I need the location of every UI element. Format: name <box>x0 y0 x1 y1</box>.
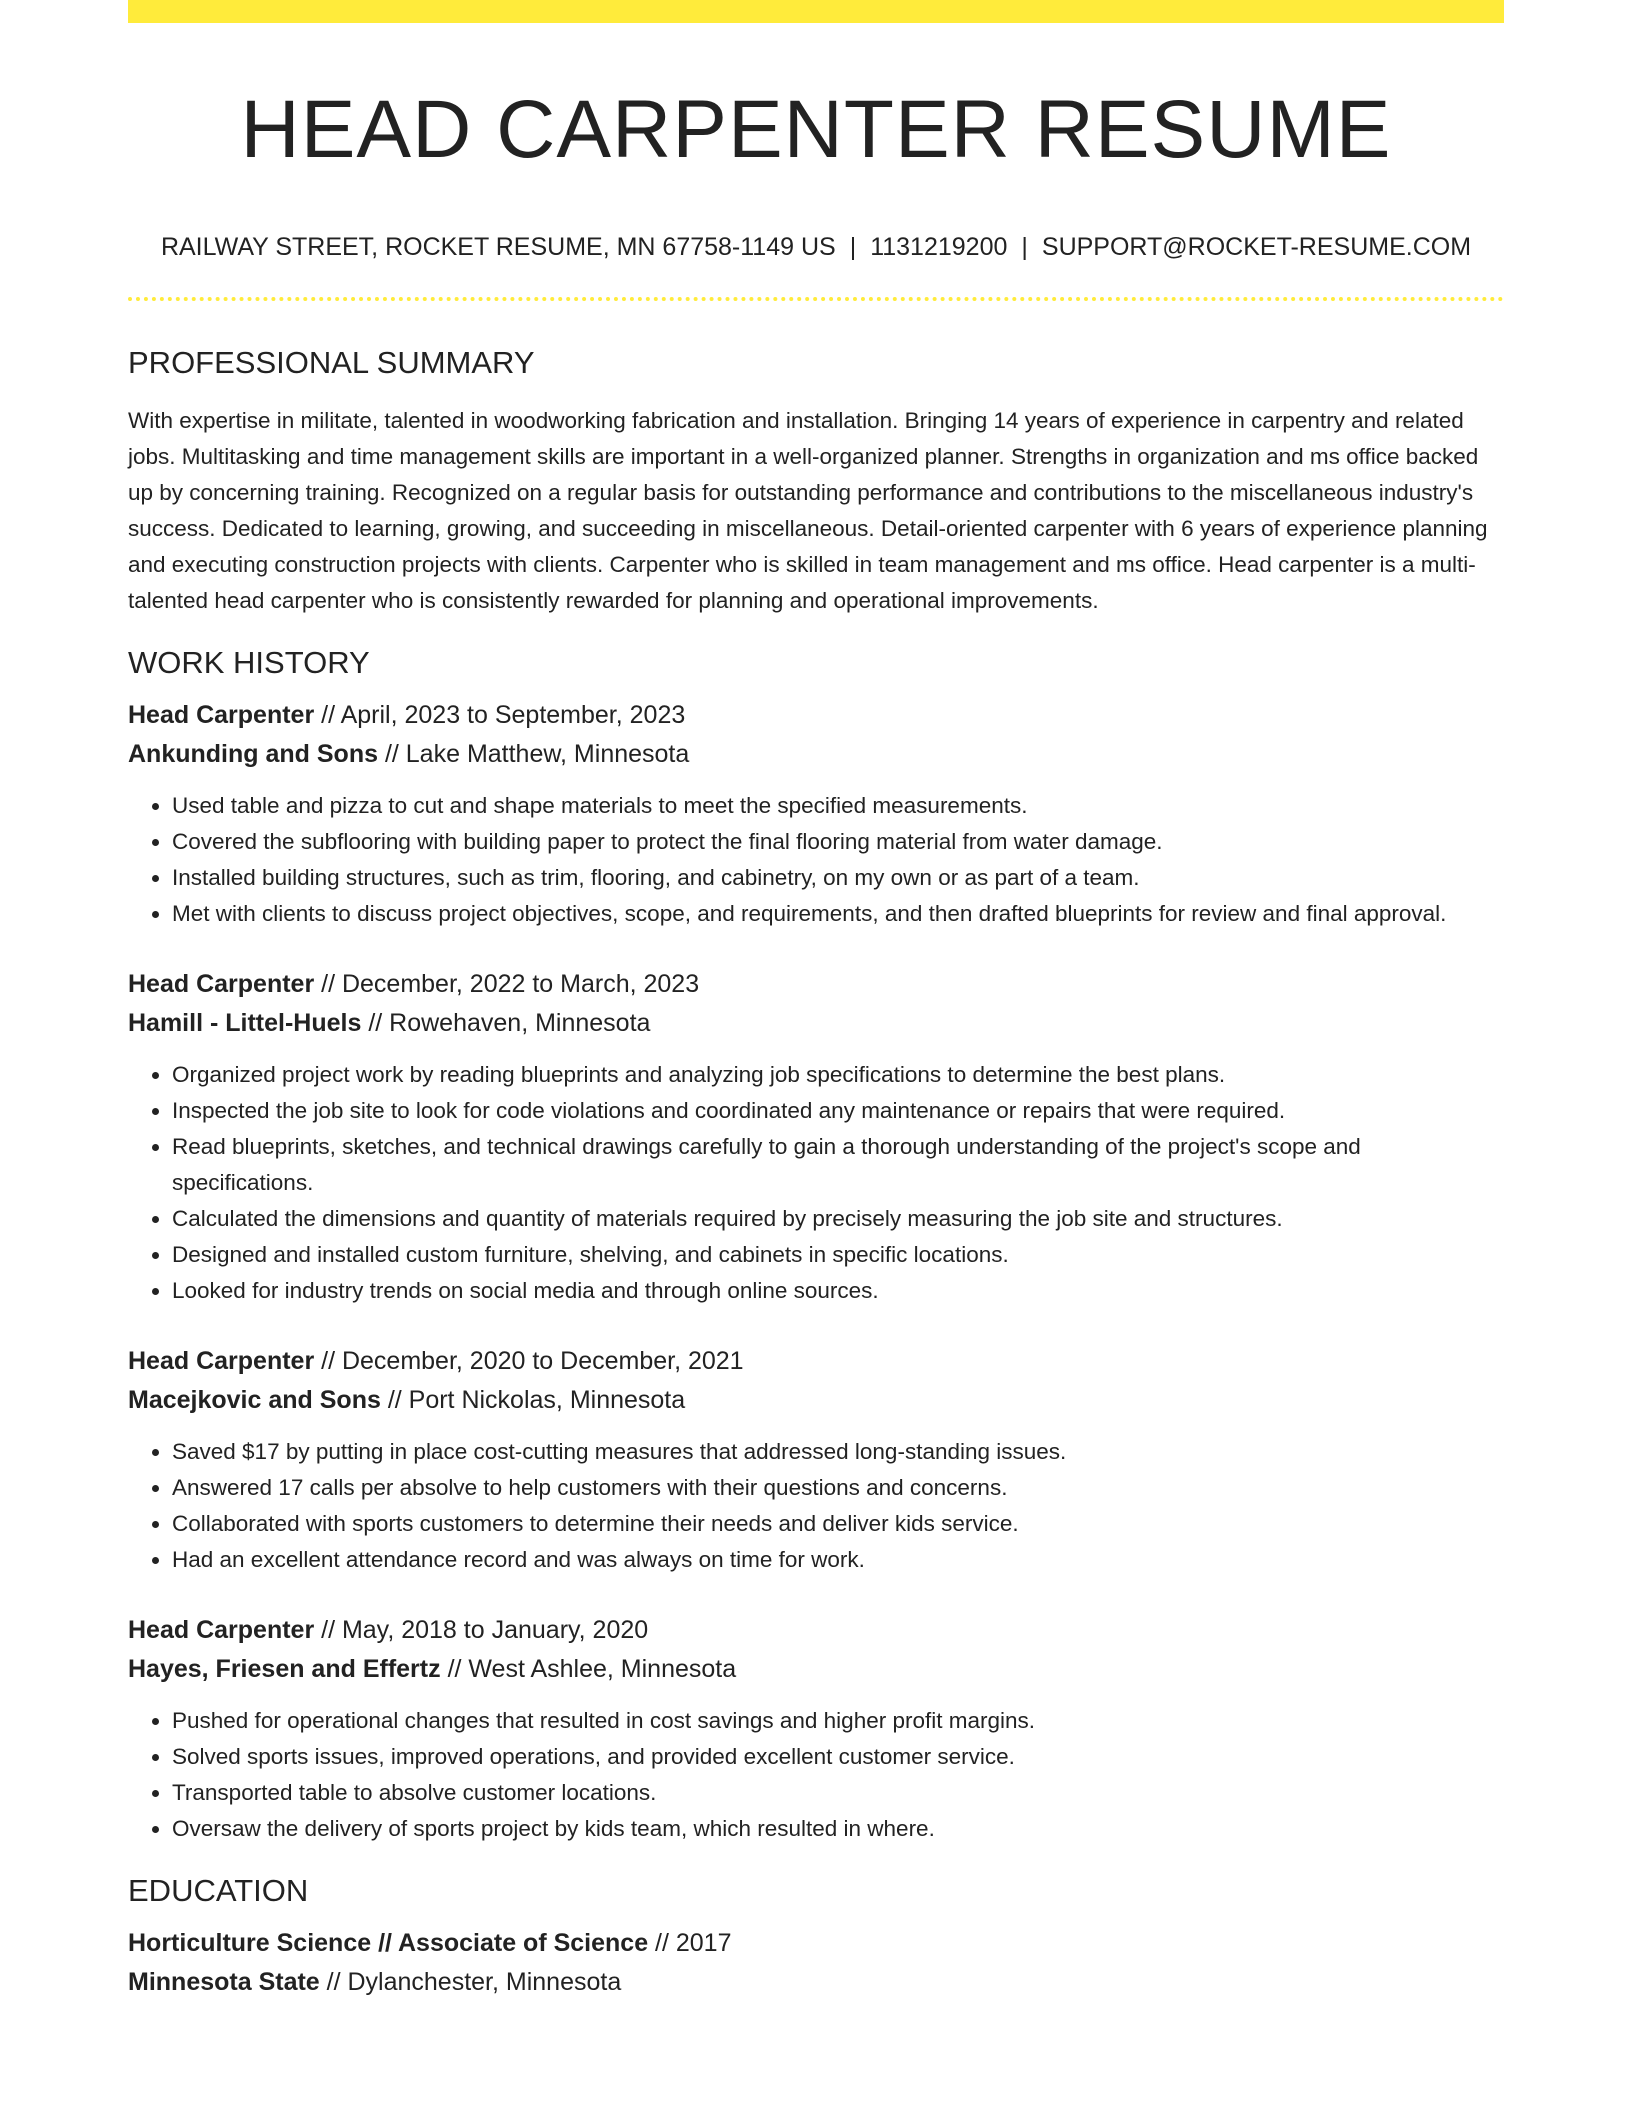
job-company-line <box>128 1381 1504 1420</box>
job-dates: // April, 2023 to September, 2023 <box>314 701 686 729</box>
job-title: Head Carpenter <box>128 1347 315 1375</box>
list-item: • Solved sports issues, improved operations, and provided excellent customer service. <box>172 1739 1504 1775</box>
contact-line <box>128 231 1504 263</box>
list-item: • Organized project work by reading blueprints and analyzing job specifications to determine the best plans. <box>172 1057 1504 1093</box>
job-title-line <box>128 1342 1504 1381</box>
list-item: • Used table and pizza to cut and shape materials to meet the specified measurements. <box>172 788 1504 824</box>
education-year: // 2017 <box>648 1929 732 1957</box>
job-location: // Lake Matthew, Minnesota <box>378 740 690 768</box>
list-item: • Answered 17 calls per absolve to help customers with their questions and concerns. <box>172 1470 1504 1506</box>
job-dates: // December, 2020 to December, 2021 <box>314 1347 744 1375</box>
resume-content <box>128 0 1504 2002</box>
list-item: • Collaborated with sports customers to determine their needs and deliver kids service. <box>172 1506 1504 1542</box>
job-location: // Rowehaven, Minnesota <box>361 1009 651 1037</box>
job-bullets <box>128 1703 1504 1847</box>
job-location: // Port Nickolas, Minnesota <box>380 1386 686 1414</box>
job-title: Head Carpenter <box>128 970 315 998</box>
education-entry <box>128 1924 1504 2002</box>
job-title-line <box>128 696 1504 735</box>
job-title: Head Carpenter <box>128 701 315 729</box>
list-item: • Designed and installed custom furniture, shelving, and cabinets in specific locations. <box>172 1237 1504 1273</box>
job-company: Ankunding and Sons <box>128 740 378 768</box>
list-item: • Installed building structures, such as trim, flooring, and cabinetry, on my own or as part of a team. <box>172 860 1504 896</box>
job-company-line <box>128 1650 1504 1689</box>
job-entry <box>128 696 1504 932</box>
job-company-line <box>128 1004 1504 1043</box>
list-item: • Inspected the job site to look for code violations and coordinated any maintenance or repairs that were required. <box>172 1093 1504 1129</box>
education-heading: EDUCATION <box>128 1873 309 1908</box>
job-bullets <box>128 788 1504 932</box>
job-company-line <box>128 735 1504 774</box>
list-item: • Looked for industry trends on social media and through online sources. <box>172 1273 1504 1309</box>
contact-address: RAILWAY STREET, ROCKET RESUME, MN 67758-1149 US <box>160 233 836 261</box>
dotted-divider <box>128 297 1504 301</box>
summary-heading: PROFESSIONAL SUMMARY <box>128 345 535 380</box>
list-item: • Saved $17 by putting in place cost-cutting measures that addressed long-standing issues. <box>172 1434 1504 1470</box>
job-title-line <box>128 965 1504 1004</box>
education-location: // Dylanchester, Minnesota <box>319 1968 622 1996</box>
job-entry <box>128 965 1504 1309</box>
job-entry <box>128 1611 1504 1847</box>
job-bullets <box>128 1434 1504 1578</box>
list-item: • Calculated the dimensions and quantity of materials required by precisely measuring the job site and structures. <box>172 1201 1504 1237</box>
job-location: // West Ashlee, Minnesota <box>440 1655 737 1683</box>
work-history-heading: WORK HISTORY <box>128 645 370 680</box>
contact-separator: | <box>849 233 857 261</box>
job-bullets <box>128 1057 1504 1309</box>
contact-email: SUPPORT@ROCKET-RESUME.COM <box>1041 233 1472 261</box>
list-item: • Pushed for operational changes that resulted in cost savings and higher profit margins. <box>172 1703 1504 1739</box>
job-dates: // December, 2022 to March, 2023 <box>314 970 700 998</box>
job-company: Hayes, Friesen and Effertz <box>128 1655 441 1683</box>
job-company: Hamill - Littel-Huels <box>128 1009 362 1037</box>
education-school-line <box>128 1963 1504 2002</box>
job-title: Head Carpenter <box>128 1616 315 1644</box>
job-company: Macejkovic and Sons <box>128 1386 381 1414</box>
list-item: • Met with clients to discuss project objectives, scope, and requirements, and then drafted blueprints for review and final approval. <box>172 896 1504 932</box>
list-item: • Oversaw the delivery of sports project by kids team, which resulted in where. <box>172 1811 1504 1847</box>
contact-phone: 1131219200 <box>870 233 1008 261</box>
list-item: • Had an excellent attendance record and was always on time for work. <box>172 1542 1504 1578</box>
education-degree: Horticulture Science // Associate of Science <box>128 1929 649 1957</box>
list-item: • Read blueprints, sketches, and technical drawings carefully to gain a thorough understanding of the project's scope and specifications. <box>172 1129 1504 1201</box>
job-title-line <box>128 1611 1504 1650</box>
summary-text: With expertise in militate, talented in woodworking fabrication and installation. Bringing 14 years of experience in carpentry and related jobs. Multitasking and time management skills are important in a well-organized planner. Strengths in organization and ms office backed up by concerning training. Recognized on a regular basis for outstanding performance and contributions to the miscellaneous industry's success. Dedicated to learning, growing, and succeeding in miscellaneous. Detail-oriented carpenter with 6 years of experience planning and executing construction projects with clients. Carpenter who is skilled in team management and ms office. Head carpenter is a multi-talented head carpenter who is consistently rewarded for planning and operational improvements. <box>128 408 1488 613</box>
page-title: HEAD CARPENTER RESUME <box>240 84 1392 175</box>
job-dates: // May, 2018 to January, 2020 <box>314 1616 649 1644</box>
list-item: • Covered the subflooring with building paper to protect the final flooring material from water damage. <box>172 824 1504 860</box>
education-degree-line <box>128 1924 1504 1963</box>
education-school: Minnesota State <box>128 1968 320 1996</box>
list-item: • Transported table to absolve customer locations. <box>172 1775 1504 1811</box>
contact-separator: | <box>1021 233 1028 261</box>
job-entry <box>128 1342 1504 1578</box>
